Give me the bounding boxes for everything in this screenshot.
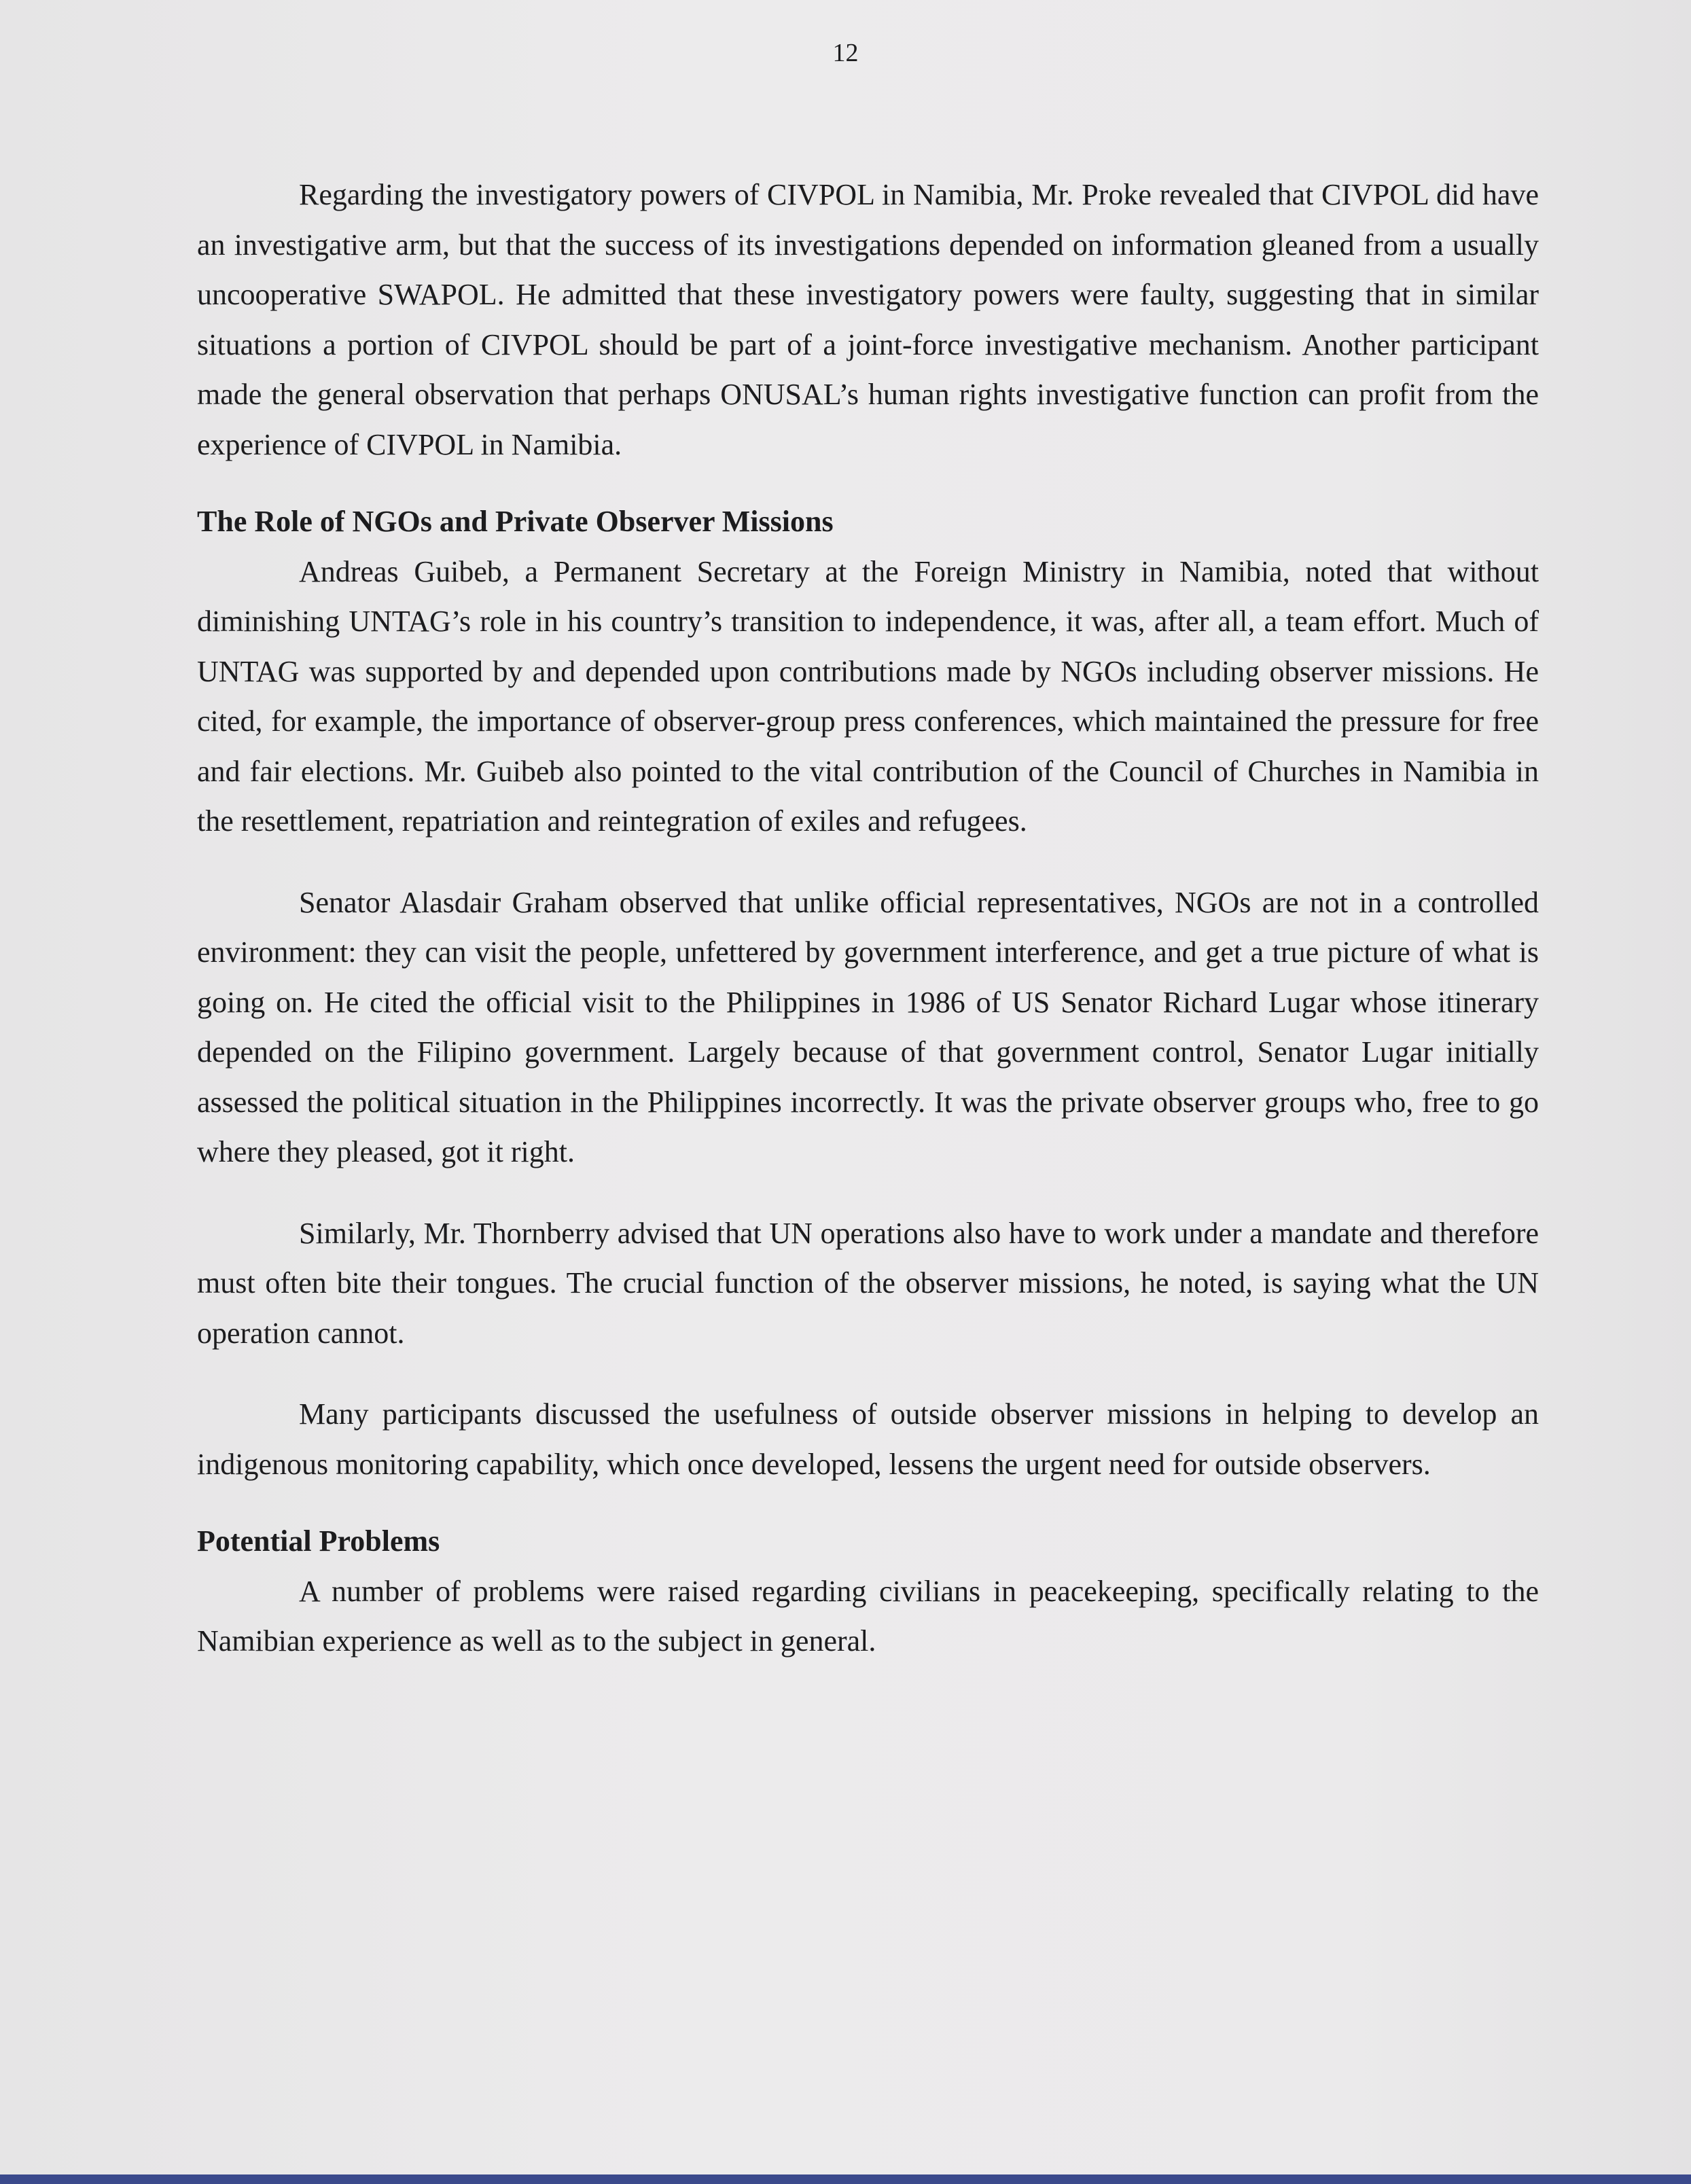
paragraph-thornberry: Similarly, Mr. Thornberry advised that UN operations also have to work under a mandate and therefore must often bite their tongues. The crucial function of the observer missions, he noted, is saying what the UN operation cannot. <box>197 1216 1539 1350</box>
page-number: 12 <box>832 39 859 67</box>
paragraph-civpol-investigations: Regarding the investigatory powers of CIVPOL in Namibia, Mr. Proke revealed that CIVPOL did have an investigative arm, but that the success of its investigations depended on information gleaned from a usually uncooperative SWAPOL. He admitted that these investigatory powers were faulty, suggesting that in similar situations a portion of CIVPOL should be part of a joint-force investigative mechanism. Another participant made the general observation that perhaps ONUSAL’s human rights investigative function can profit from the experience of CIVPOL in Namibia. <box>197 178 1539 461</box>
document-body <box>197 170 1539 1666</box>
paragraph-problems-raised: A number of problems were raised regarding civilians in peacekeeping, specifically relating to the Namibian experience as well as to the subject in general. <box>197 1574 1539 1658</box>
section-heading-problems: Potential Problems <box>197 1524 440 1558</box>
paragraph-observer-missions: Many participants discussed the usefulness of outside observer missions in helping to develop an indigenous monitoring capability, which once developed, lessens the urgent need for outside observers. <box>197 1397 1539 1481</box>
paragraph-graham: Senator Alasdair Graham observed that unlike official representatives, NGOs are not in a controlled environment: they can visit the people, unfettered by government interference, and get a true picture of what is going on. He cited the official visit to the Philippines in 1986 of US Senator Richard Lugar whose itinerary depended on the Filipino government. Largely because of that government control, Senator Lugar initially assessed the political situation in the Philippines incorrectly. It was the private observer groups who, free to go where they pleased, got it right. <box>197 885 1539 1168</box>
scan-bottom-edge <box>0 2174 1691 2184</box>
paragraph-guibeb: Andreas Guibeb, a Permanent Secretary at the Foreign Ministry in Namibia, noted that without diminishing UNTAG’s role in his country’s transition to independence, it was, after all, a team effort. Much of UNTAG was supported by and depended upon contributions made by NGOs including observer missions. He cited, for example, the importance of observer-group press conferences, which maintained the pressure for free and fair elections. Mr. Guibeb also pointed to the vital contribution of the Council of Churches in Namibia in the resettlement, repatriation and reintegration of exiles and refugees. <box>197 554 1539 838</box>
section-heading-ngos: The Role of NGOs and Private Observer Missions <box>197 505 834 538</box>
